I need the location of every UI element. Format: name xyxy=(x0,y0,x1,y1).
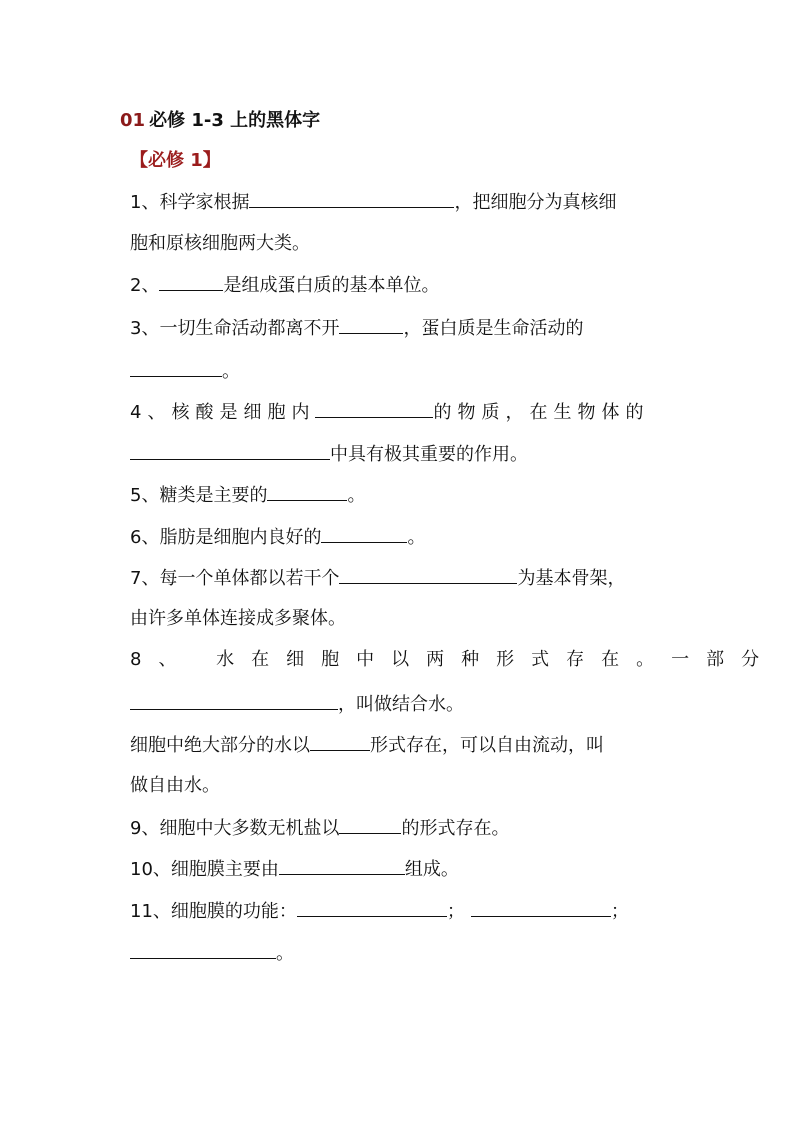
q5-text-a: 5、糖类是主要的 xyxy=(130,485,268,506)
title-text: 必修 1-3 上的黑体字 xyxy=(149,110,321,131)
q5-text-b: 。 xyxy=(347,485,366,506)
question-7-line-2: 由许多单体连接成多聚体。 xyxy=(130,608,346,629)
q6-text-a: 6、脂肪是细胞内良好的 xyxy=(130,527,322,548)
q7-text-a: 7、每一个单体都以若干个 xyxy=(130,568,340,589)
q8-text-d: 形式存在，可以自由流动，叫 xyxy=(370,735,604,756)
question-2 xyxy=(130,272,439,298)
q11-text-c: ； xyxy=(610,901,629,922)
question-4-line-1 xyxy=(130,399,649,425)
page-title xyxy=(120,106,320,132)
q4-blank-1[interactable] xyxy=(315,399,433,418)
question-4-line-2 xyxy=(130,441,528,467)
q4-text-c: 中具有极其重要的作用。 xyxy=(330,444,528,465)
q6-text-b: 。 xyxy=(407,527,426,548)
section-label: 【必修 1】 xyxy=(130,150,221,171)
q8-text-b: ，叫做结合水。 xyxy=(338,694,464,715)
question-8-line-2 xyxy=(130,691,464,717)
question-10 xyxy=(130,856,459,882)
question-3-line-1 xyxy=(130,315,583,341)
q9-text-b: 的形式存在。 xyxy=(401,818,510,839)
q7-text-b: 为基本骨架， xyxy=(517,568,626,589)
q4-blank-2[interactable] xyxy=(130,441,330,460)
question-9 xyxy=(130,815,509,841)
q11-blank-1[interactable] xyxy=(297,898,447,917)
q8-blank-2[interactable] xyxy=(310,732,370,751)
q3-blank-2[interactable] xyxy=(130,358,222,377)
q2-text-b: 是组成蛋白质的基本单位。 xyxy=(223,275,440,296)
question-5 xyxy=(130,482,365,508)
q8-blank-1[interactable] xyxy=(130,691,338,710)
q3-text-c: 。 xyxy=(222,361,240,382)
q11-blank-3[interactable] xyxy=(130,940,276,959)
q3-text-b: ，蛋白质是生命活动的 xyxy=(403,318,584,339)
question-8-line-4: 做自由水。 xyxy=(130,775,220,796)
q8-text-c: 细胞中绝大部分的水以 xyxy=(130,735,310,756)
q9-text-a: 9、细胞中大多数无机盐以 xyxy=(130,818,340,839)
q10-text-a: 10、细胞膜主要由 xyxy=(130,859,279,880)
q1-text-a: 1、科学家根据 xyxy=(130,192,250,213)
q2-text-a: 2、 xyxy=(130,275,160,296)
question-1-line-2: 胞和原核细胞两大类。 xyxy=(130,233,310,254)
q3-text-a: 3、一切生命活动都离不开 xyxy=(130,318,340,339)
q4-text-b: 的物质，在生物体的 xyxy=(433,402,650,423)
question-3-line-2 xyxy=(130,358,240,384)
q11-text-d: 。 xyxy=(276,943,294,964)
question-8-line-3 xyxy=(130,732,604,758)
q3-blank-1[interactable] xyxy=(339,315,403,334)
question-6 xyxy=(130,524,425,550)
question-8-line-1: 8、 水在细胞中以两种形式存在。一部分 xyxy=(130,649,777,670)
q2-blank[interactable] xyxy=(159,272,223,291)
q5-blank[interactable] xyxy=(267,482,347,501)
question-1-line-1 xyxy=(130,189,616,215)
q11-blank-2[interactable] xyxy=(471,898,611,917)
q1-text-b: ，把细胞分为真核细 xyxy=(454,192,617,213)
q6-blank[interactable] xyxy=(321,524,407,543)
q1-blank[interactable] xyxy=(249,189,454,208)
q4-text-a: 4、核酸是细胞内 xyxy=(130,402,316,423)
q7-blank[interactable] xyxy=(339,565,517,584)
title-number: 01 xyxy=(120,110,146,131)
q11-text-b: ； xyxy=(446,901,465,922)
question-11-line-1 xyxy=(130,898,629,924)
q9-blank[interactable] xyxy=(339,815,401,834)
q10-text-b: 组成。 xyxy=(404,859,459,880)
q10-blank[interactable] xyxy=(279,856,405,875)
question-7-line-1 xyxy=(130,565,625,591)
q11-text-a: 11、细胞膜的功能： xyxy=(130,901,297,922)
question-11-line-2 xyxy=(130,940,294,966)
